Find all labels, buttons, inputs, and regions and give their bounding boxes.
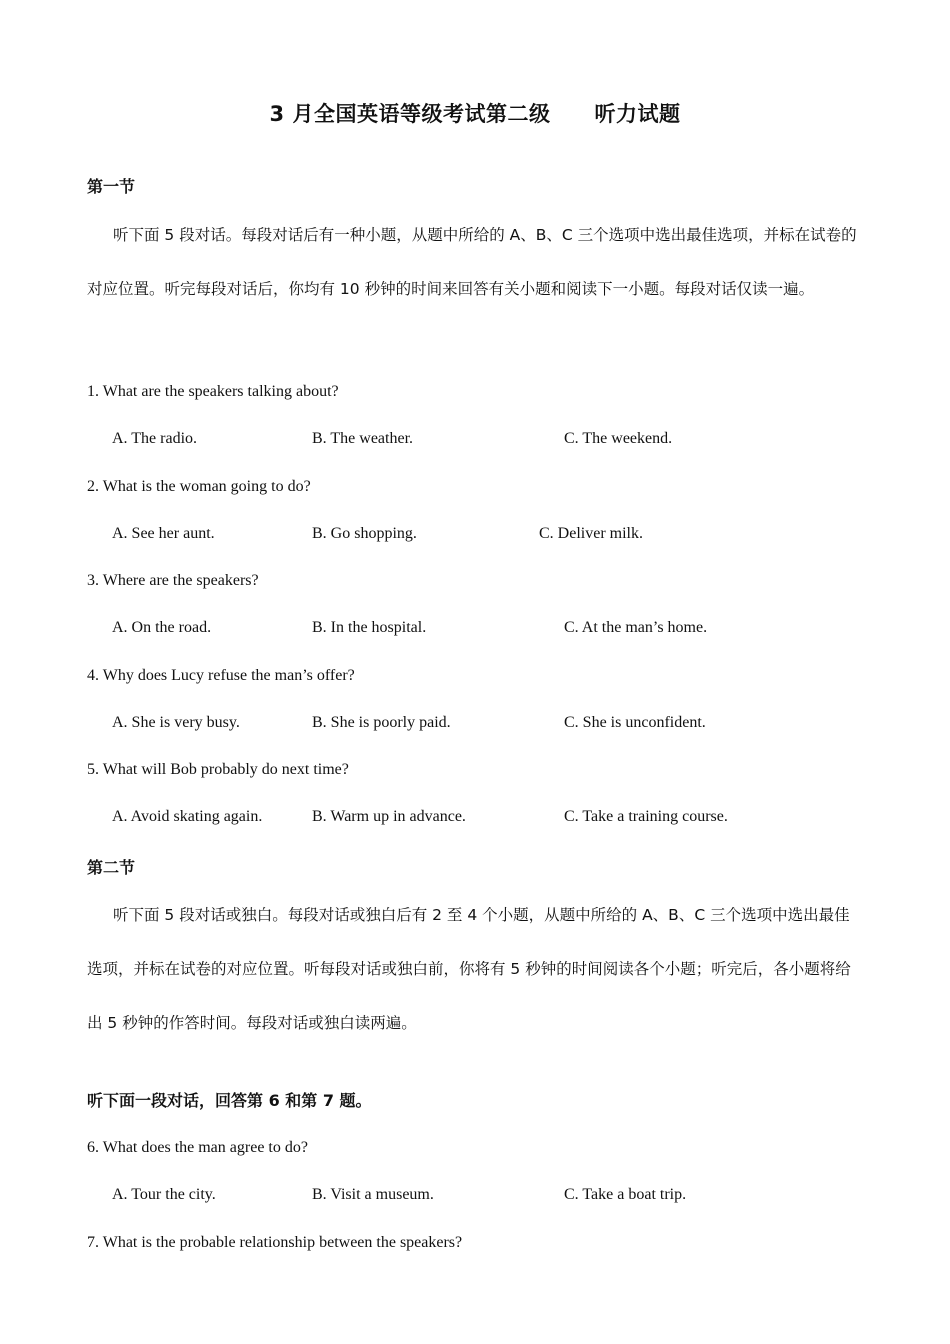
- question-4-stem: 4. Why does Lucy refuse the man’s offer?: [87, 667, 355, 684]
- question-3-stem: 3. Where are the speakers?: [87, 572, 259, 589]
- question-2-option-a: A. See her aunt.: [112, 525, 215, 542]
- question-6-option-a: A. Tour the city.: [112, 1186, 216, 1203]
- question-4-option-b: B. She is poorly paid.: [312, 714, 451, 731]
- question-3-option-c: C. At the man’s home.: [564, 619, 708, 636]
- section-1-instructions-text: 听下面 5 段对话。每段对话后有一种小题，从题中所给的 A、B、C 三个选项中选出最佳选项，并标在试卷的对应位置。听完每段对话后，你均有 10 秒钟的时间来回答有关小题和阅读下一小题。每段对话仅读一遍。: [87, 226, 857, 298]
- question-1-option-c: C. The weekend.: [564, 430, 673, 447]
- question-5-option-a: A. Avoid skating again.: [112, 808, 263, 825]
- question-2-option-b: B. Go shopping.: [312, 525, 417, 542]
- question-7-stem: 7. What is the probable relationship between the speakers?: [87, 1234, 463, 1251]
- question-1-option-b: B. The weather.: [312, 430, 414, 447]
- question-6-stem: 6. What does the man agree to do?: [87, 1139, 308, 1156]
- question-2-stem: 2. What is the woman going to do?: [87, 478, 311, 495]
- page-title: [0, 98, 950, 128]
- question-6-option-b: B. Visit a museum.: [312, 1186, 434, 1203]
- question-5-option-c: C. Take a training course.: [564, 808, 728, 825]
- title-part-2: 听力试题: [594, 102, 681, 126]
- question-2-option-c: C. Deliver milk.: [539, 525, 643, 542]
- question-5-option-b: B. Warm up in advance.: [312, 808, 466, 825]
- question-5-stem: 5. What will Bob probably do next time?: [87, 761, 349, 778]
- question-1-stem: 1. What are the speakers talking about?: [87, 383, 339, 400]
- section-2-heading: 第二节: [87, 858, 136, 877]
- question-1-option-a: A. The radio.: [112, 430, 198, 447]
- title-part-1: 3 月全国英语等级考试第二级: [269, 102, 551, 126]
- section-1-heading: 第一节: [87, 177, 136, 196]
- section-2-instructions-text: 听下面 5 段对话或独白。每段对话或独白后有 2 至 4 个小题，从题中所给的 A、B、C 三个选项中选出最佳选项，并标在试卷的对应位置。听每段对话或独白前，你将有 5 秒钟的时间阅读各个小题；听完后，各小题将给出 5 秒钟的作答时间。每段对话或独白读两遍。: [87, 906, 851, 1032]
- section-2-instructions: [87, 888, 865, 1050]
- question-4-option-a: A. She is very busy.: [112, 714, 240, 731]
- section-1-instructions: [87, 208, 865, 316]
- question-4-option-c: C. She is unconfident.: [564, 714, 706, 731]
- section-2-subheading: 听下面一段对话，回答第 6 和第 7 题。: [87, 1091, 372, 1110]
- question-3-option-b: B. In the hospital.: [312, 619, 427, 636]
- question-3-option-a: A. On the road.: [112, 619, 212, 636]
- question-6-option-c: C. Take a boat trip.: [564, 1186, 687, 1203]
